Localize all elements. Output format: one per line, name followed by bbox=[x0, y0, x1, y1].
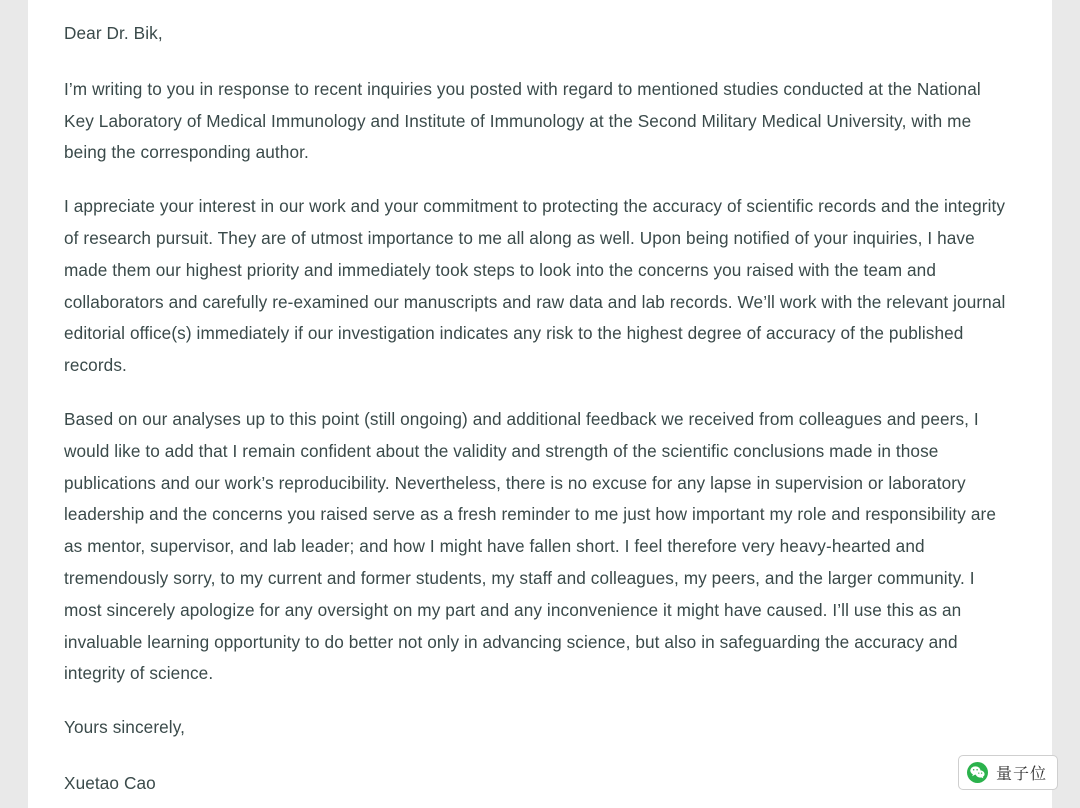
letter-salutation: Dear Dr. Bik, bbox=[64, 23, 163, 43]
letter-signature: Xuetao Cao bbox=[64, 772, 156, 793]
letter-closing: Yours sincerely, bbox=[64, 717, 186, 738]
wechat-account-label: 量子位 bbox=[995, 764, 1047, 783]
wechat-icon bbox=[967, 762, 988, 783]
letter-sheet bbox=[28, 0, 1052, 808]
letter-paragraph-2: I appreciate your interest in our work and your commitment to protecting the accuracy of scientific records and the integrity of research pursuit. They are of utmost importance to me all along as well. Upon being notified of your inquiries, I have made them our highest priority and immediately took steps to look into the concerns you raised with the team and collaborators and carefully re-examined our manuscripts and raw data and lab records. We’ll work with the relevant journal editorial office(s) immediately if our investigation indicates any risk to the highest degree of accuracy of the published records. bbox=[64, 196, 1006, 376]
letter-body bbox=[28, 0, 1052, 800]
letter-paragraph-1: I’m writing to you in response to recent inquiries you posted with regard to mentioned studies conducted at the National Key Laboratory of Medical Immunology and Institute of Immunology at the Second Military Medical University, with me being the corresponding author. bbox=[64, 78, 981, 163]
letter-paragraph-3: Based on our analyses up to this point (still ongoing) and additional feedback we received from colleagues and peers, I would like to add that I remain confident about the validity and strength of the scientific conclusions made in those publications and our work’s reproducibility. Nevertheless, there is no excuse for any lapse in supervision or laboratory leadership and the concerns you raised serve as a fresh reminder to me just how important my role and responsibility are as mentor, supervisor, and lab leader; and how I might have fallen short. I feel therefore very heavy-hearted and tremendously sorry, to my current and former students, my staff and colleagues, my peers, and the larger community. I most sincerely apologize for any oversight on my part and any inconvenience it might have caused. I’ll use this as an invaluable learning opportunity to do better not only in advancing science, but also in safeguarding the accuracy and integrity of science. bbox=[64, 408, 996, 684]
wechat-watermark bbox=[958, 755, 1058, 790]
